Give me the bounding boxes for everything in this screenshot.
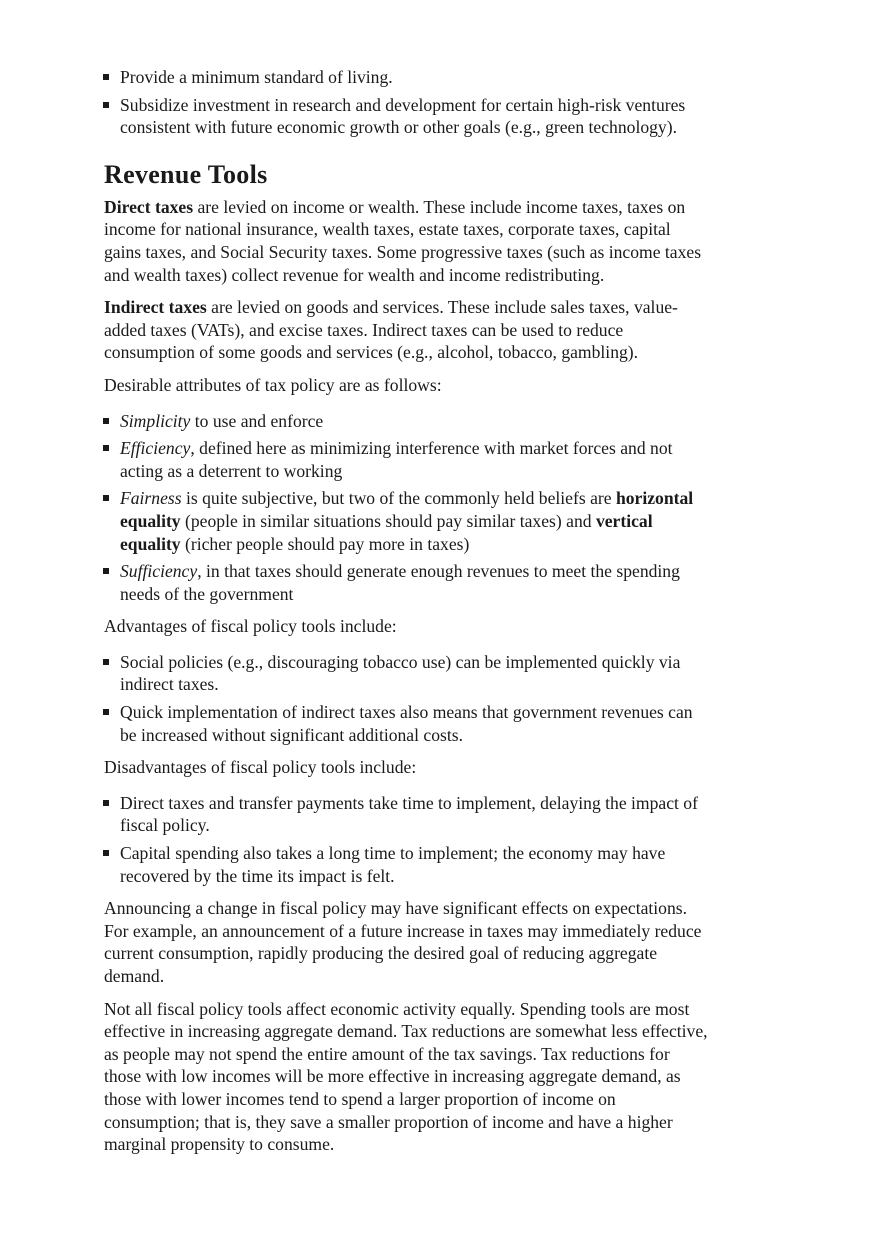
text-line — [120, 814, 880, 837]
bold-text: horizontal — [615, 488, 694, 509]
text-line — [104, 1043, 880, 1066]
text-line — [120, 410, 880, 433]
text-line — [120, 437, 880, 460]
paragraph — [104, 296, 880, 364]
section-heading: Revenue Tools — [104, 159, 268, 189]
paragraph — [104, 756, 880, 779]
square-bullet-icon — [103, 445, 109, 451]
text-line — [120, 66, 880, 89]
bullet-list — [104, 792, 880, 887]
bullet-list — [104, 66, 880, 139]
list-item — [104, 66, 880, 89]
square-bullet-icon — [103, 568, 109, 574]
text-run: effective in increasing aggregate demand. Tax reductions are somewhat less effective, — [104, 1021, 708, 1042]
paragraph — [104, 196, 880, 286]
text-line — [120, 724, 880, 747]
text-run: added taxes (VATs), and excise taxes. Indirect taxes can be used to reduce — [104, 319, 624, 340]
list-item — [104, 437, 880, 482]
text-line — [104, 319, 880, 342]
text-line — [104, 241, 880, 264]
italic-text: Simplicity — [120, 410, 191, 431]
text-line — [120, 94, 880, 117]
text-line — [120, 533, 880, 556]
text-line — [120, 792, 880, 815]
text-run: needs of the government — [120, 583, 294, 604]
text-run: Direct taxes and transfer payments take time to implement, delaying the impact of — [120, 792, 698, 813]
square-bullet-icon — [103, 102, 109, 108]
paragraph — [104, 897, 880, 987]
bold-text: vertical — [595, 510, 653, 531]
list-item — [104, 560, 880, 605]
text-run: consistent with future economic growth or other goals (e.g., green technology). — [120, 117, 677, 138]
text-run: acting as a deterrent to working — [120, 460, 343, 481]
text-run: (people in similar situations should pay similar taxes) and — [180, 510, 596, 531]
bold-text: Direct taxes — [104, 196, 194, 217]
text-run: For example, an announcement of a future increase in taxes may immediately reduce — [104, 920, 702, 941]
square-bullet-icon — [103, 74, 109, 80]
text-line — [104, 1020, 880, 1043]
text-line — [104, 341, 880, 364]
text-run: be increased without significant additional costs. — [120, 724, 463, 745]
text-run: Social policies (e.g., discouraging tobacco use) can be implemented quickly via — [120, 651, 681, 672]
bullet-list — [104, 651, 880, 746]
italic-text: Fairness — [120, 488, 182, 509]
paragraph — [104, 374, 880, 397]
square-bullet-icon — [103, 800, 109, 806]
text-line — [104, 296, 880, 319]
square-bullet-icon — [103, 659, 109, 665]
text-run: consumption; that is, they save a smaller proportion of income and have a higher — [104, 1111, 673, 1132]
text-run: current consumption, rapidly producing the desired goal of reducing aggregate — [104, 943, 658, 964]
text-line — [104, 965, 880, 988]
text-line — [104, 998, 880, 1021]
text-line — [104, 756, 880, 779]
bold-text: equality — [120, 510, 181, 531]
text-line — [104, 920, 880, 943]
text-line — [120, 701, 880, 724]
text-run: consumption of some goods and services (e.g., alcohol, tobacco, gambling). — [104, 342, 639, 363]
text-line — [120, 460, 880, 483]
text-run: fiscal policy. — [120, 815, 210, 836]
text-run: demand. — [104, 966, 165, 986]
text-line — [104, 196, 880, 219]
text-line — [120, 842, 880, 865]
text-run: are levied on income or wealth. These include income taxes, taxes on — [193, 196, 686, 217]
text-line — [104, 1065, 880, 1088]
list-item — [104, 651, 880, 696]
text-line — [120, 651, 880, 674]
text-run: Announcing a change in fiscal policy may have significant effects on expectations. — [104, 898, 688, 919]
square-bullet-icon — [103, 418, 109, 424]
list-item — [104, 701, 880, 746]
list-item — [104, 94, 880, 139]
text-run: Subsidize investment in research and development for certain high-risk ventures — [120, 94, 686, 115]
text-run: Not all fiscal policy tools affect economic activity equally. Spending tools are most — [104, 998, 690, 1019]
text-run: and wealth taxes) collect revenue for wealth and income redistributing. — [104, 264, 605, 285]
italic-text: Efficiency — [120, 438, 191, 459]
list-item — [104, 410, 880, 433]
text-line — [120, 673, 880, 696]
text-line — [104, 1088, 880, 1111]
text-line — [120, 583, 880, 606]
square-bullet-icon — [103, 495, 109, 501]
paragraph — [104, 615, 880, 638]
text-line — [104, 1111, 880, 1134]
text-run: gains taxes, and Social Security taxes. Some progressive taxes (such as income taxes — [104, 241, 702, 262]
text-line — [104, 218, 880, 241]
square-bullet-icon — [103, 850, 109, 856]
text-run: Provide a minimum standard of living. — [120, 67, 393, 87]
text-line — [120, 116, 880, 139]
text-run: , in that taxes should generate enough revenues to meet the spending — [197, 561, 680, 582]
text-line — [104, 264, 880, 287]
text-run: Desirable attributes of tax policy are as follows: — [104, 374, 442, 395]
square-bullet-icon — [103, 709, 109, 715]
text-run: , defined here as minimizing interference with market forces and not — [190, 438, 673, 459]
text-line — [104, 942, 880, 965]
text-run: recovered by the time its impact is felt. — [120, 865, 395, 886]
text-run: indirect taxes. — [120, 674, 219, 695]
bullet-list — [104, 410, 880, 606]
bold-text: Indirect taxes — [104, 297, 207, 318]
text-run: those with lower incomes tend to spend a larger proportion of income on — [104, 1088, 616, 1109]
text-run: Advantages of fiscal policy tools include: — [104, 616, 397, 637]
italic-text: Sufficiency — [120, 561, 198, 582]
text-line — [120, 487, 880, 510]
text-line — [104, 897, 880, 920]
bold-text: equality — [120, 533, 181, 554]
text-line — [104, 615, 880, 638]
text-run: Capital spending also takes a long time to implement; the economy may have — [120, 843, 666, 864]
text-run: is quite subjective, but two of the commonly held beliefs are — [181, 488, 616, 509]
text-line — [104, 1133, 880, 1156]
text-run: those with low incomes will be more effective in increasing aggregate demand, as — [104, 1066, 681, 1087]
list-item — [104, 792, 880, 837]
text-run: are levied on goods and services. These include sales taxes, value- — [206, 297, 678, 318]
text-line — [104, 374, 880, 397]
text-run: as people may not spend the entire amount of the tax savings. Tax reductions for — [104, 1043, 670, 1064]
text-run: (richer people should pay more in taxes) — [180, 533, 470, 554]
text-line — [120, 510, 880, 533]
text-run: to use and enforce — [190, 410, 324, 431]
text-line — [120, 560, 880, 583]
text-run: Quick implementation of indirect taxes also means that government revenues can — [120, 702, 693, 723]
list-item — [104, 842, 880, 887]
paragraph — [104, 998, 880, 1156]
text-run: marginal propensity to consume. — [104, 1134, 335, 1155]
list-item — [104, 487, 880, 555]
text-run: income for national insurance, wealth taxes, estate taxes, corporate taxes, capital — [104, 219, 671, 240]
text-line — [120, 865, 880, 888]
text-run: Disadvantages of fiscal policy tools include: — [104, 757, 417, 778]
